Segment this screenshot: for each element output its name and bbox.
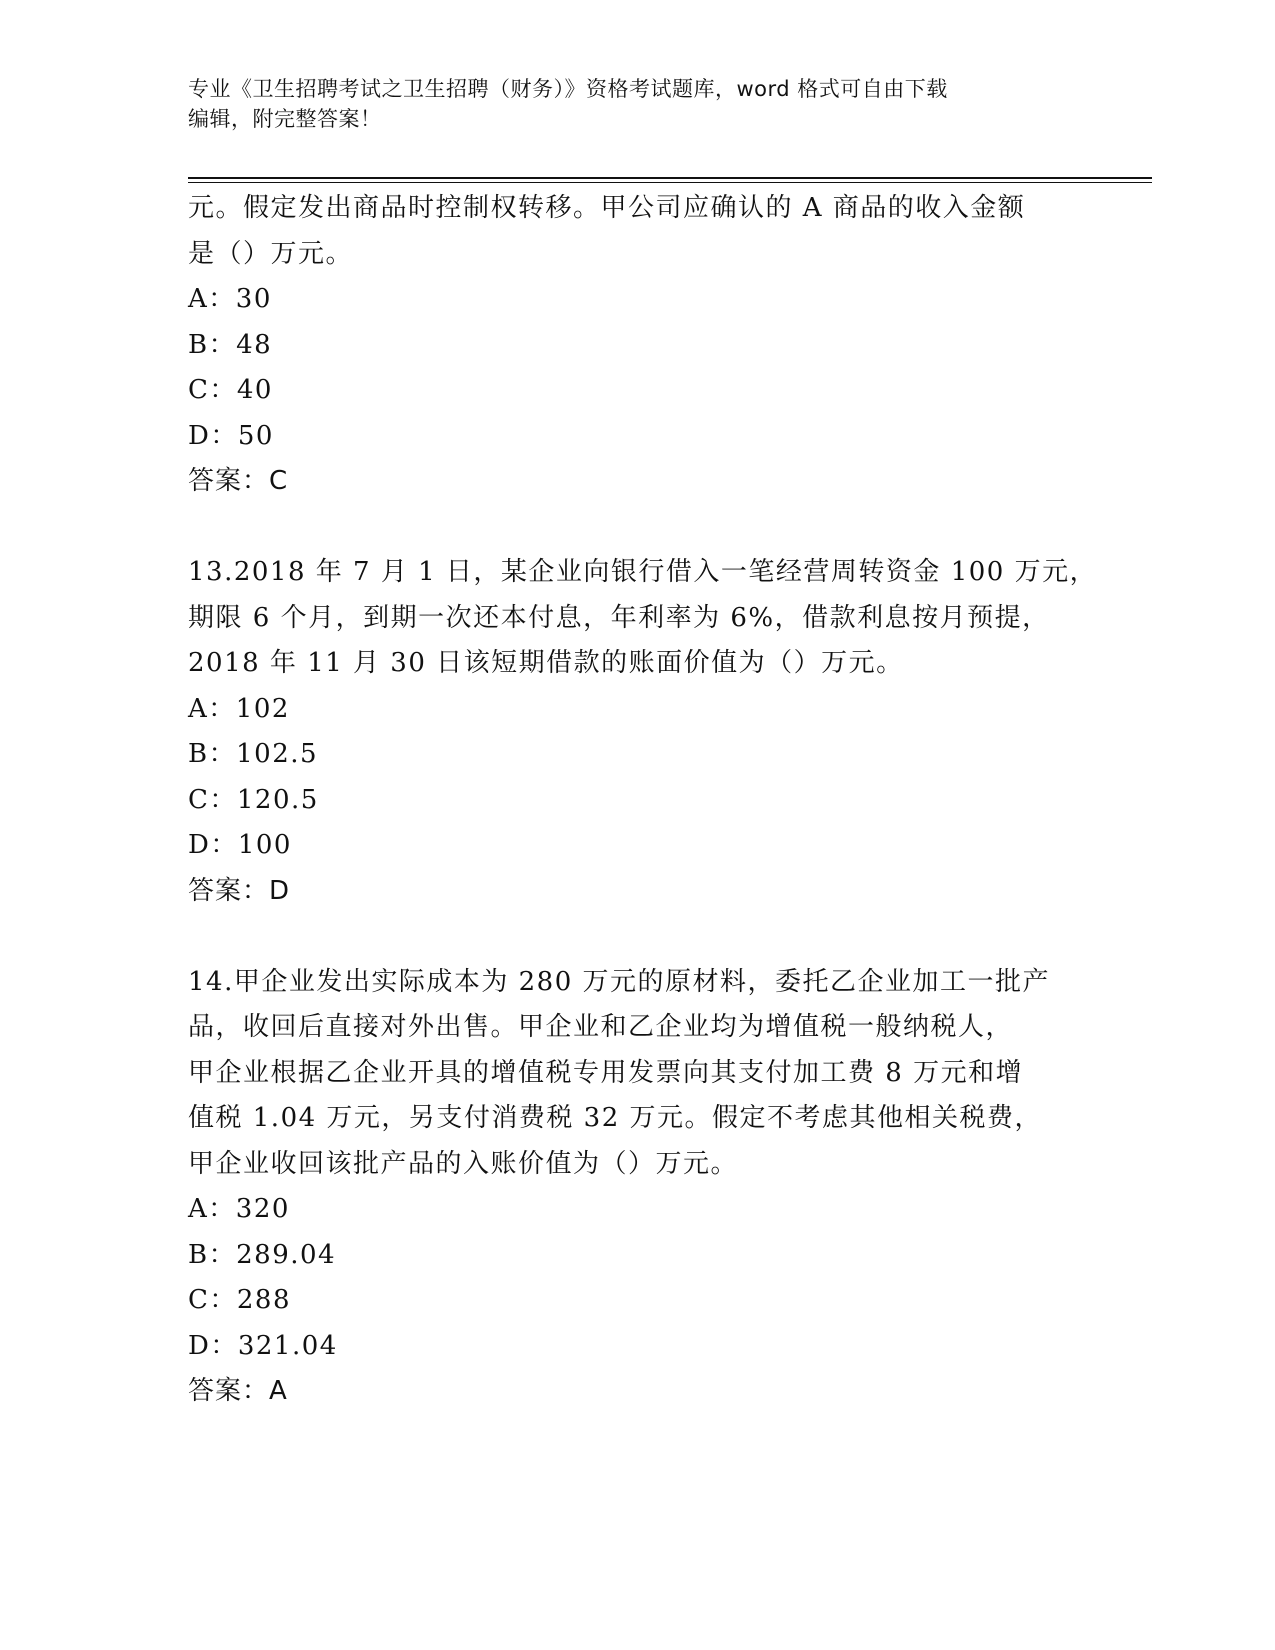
- question-stem-line: 14.甲企业发出实际成本为 280 万元的原材料，委托乙企业加工一批产: [188, 966, 1051, 997]
- question-stem-line: 是（）万元。: [188, 238, 354, 269]
- option-c: C：120.5: [188, 784, 319, 815]
- question-content: [188, 186, 1098, 1415]
- question-stem-line: 期限 6 个月，到期一次还本付息，年利率为 6%，借款利息按月预提，: [188, 602, 1050, 633]
- header-rule-thin: [188, 182, 1152, 183]
- question-14: [188, 960, 1088, 1415]
- option-b: B：48: [188, 329, 273, 360]
- answer-line: 答案：D: [188, 875, 291, 906]
- spacer: [188, 505, 1088, 551]
- option-b: B：289.04: [188, 1239, 337, 1270]
- option-d: D：321.04: [188, 1330, 338, 1361]
- option-a: A：102: [188, 693, 290, 724]
- question-stem-line: 值税 1.04 万元，另支付消费税 32 万元。假定不考虑其他相关税费，: [188, 1103, 1043, 1133]
- question-stem-line: 品，收回后直接对外出售。甲企业和乙企业均为增值税一般纳税人，: [188, 1012, 1014, 1042]
- question-12-tail: [188, 186, 1088, 505]
- question-13: [188, 550, 1098, 914]
- spacer: [188, 914, 1088, 960]
- question-stem-line: 甲企业根据乙企业开具的增值税专用发票向其支付加工费 8 万元和增: [188, 1057, 1024, 1088]
- question-stem-line: 2018 年 11 月 30 日该短期借款的账面价值为（）万元。: [188, 648, 904, 678]
- header-line-2: 编辑，附完整答案！: [188, 107, 382, 131]
- question-stem-line: 13.2018 年 7 月 1 日，某企业向银行借入一笔经营周转资金 100 万元，: [188, 557, 1098, 587]
- answer-line: 答案：C: [188, 466, 289, 496]
- option-c: C：288: [188, 1285, 292, 1315]
- option-d: D：100: [188, 830, 292, 860]
- answer-line: 答案：A: [188, 1376, 288, 1406]
- question-stem-line: 甲企业收回该批产品的入账价值为（）万元。: [188, 1148, 739, 1179]
- header-line-1: 专业《卫生招聘考试之卫生招聘（财务）》资格考试题库，word 格式可自由下载: [188, 77, 948, 101]
- option-c: C：40: [188, 375, 273, 405]
- option-a: A：30: [188, 284, 272, 314]
- header-rule-thick: [188, 177, 1152, 179]
- option-b: B：102.5: [188, 739, 319, 769]
- option-d: D：50: [188, 420, 274, 451]
- option-a: A：320: [188, 1194, 290, 1224]
- document-header: [188, 74, 1068, 134]
- question-stem-line: 元。假定发出商品时控制权转移。甲公司应确认的 A 商品的收入金额: [188, 193, 1026, 223]
